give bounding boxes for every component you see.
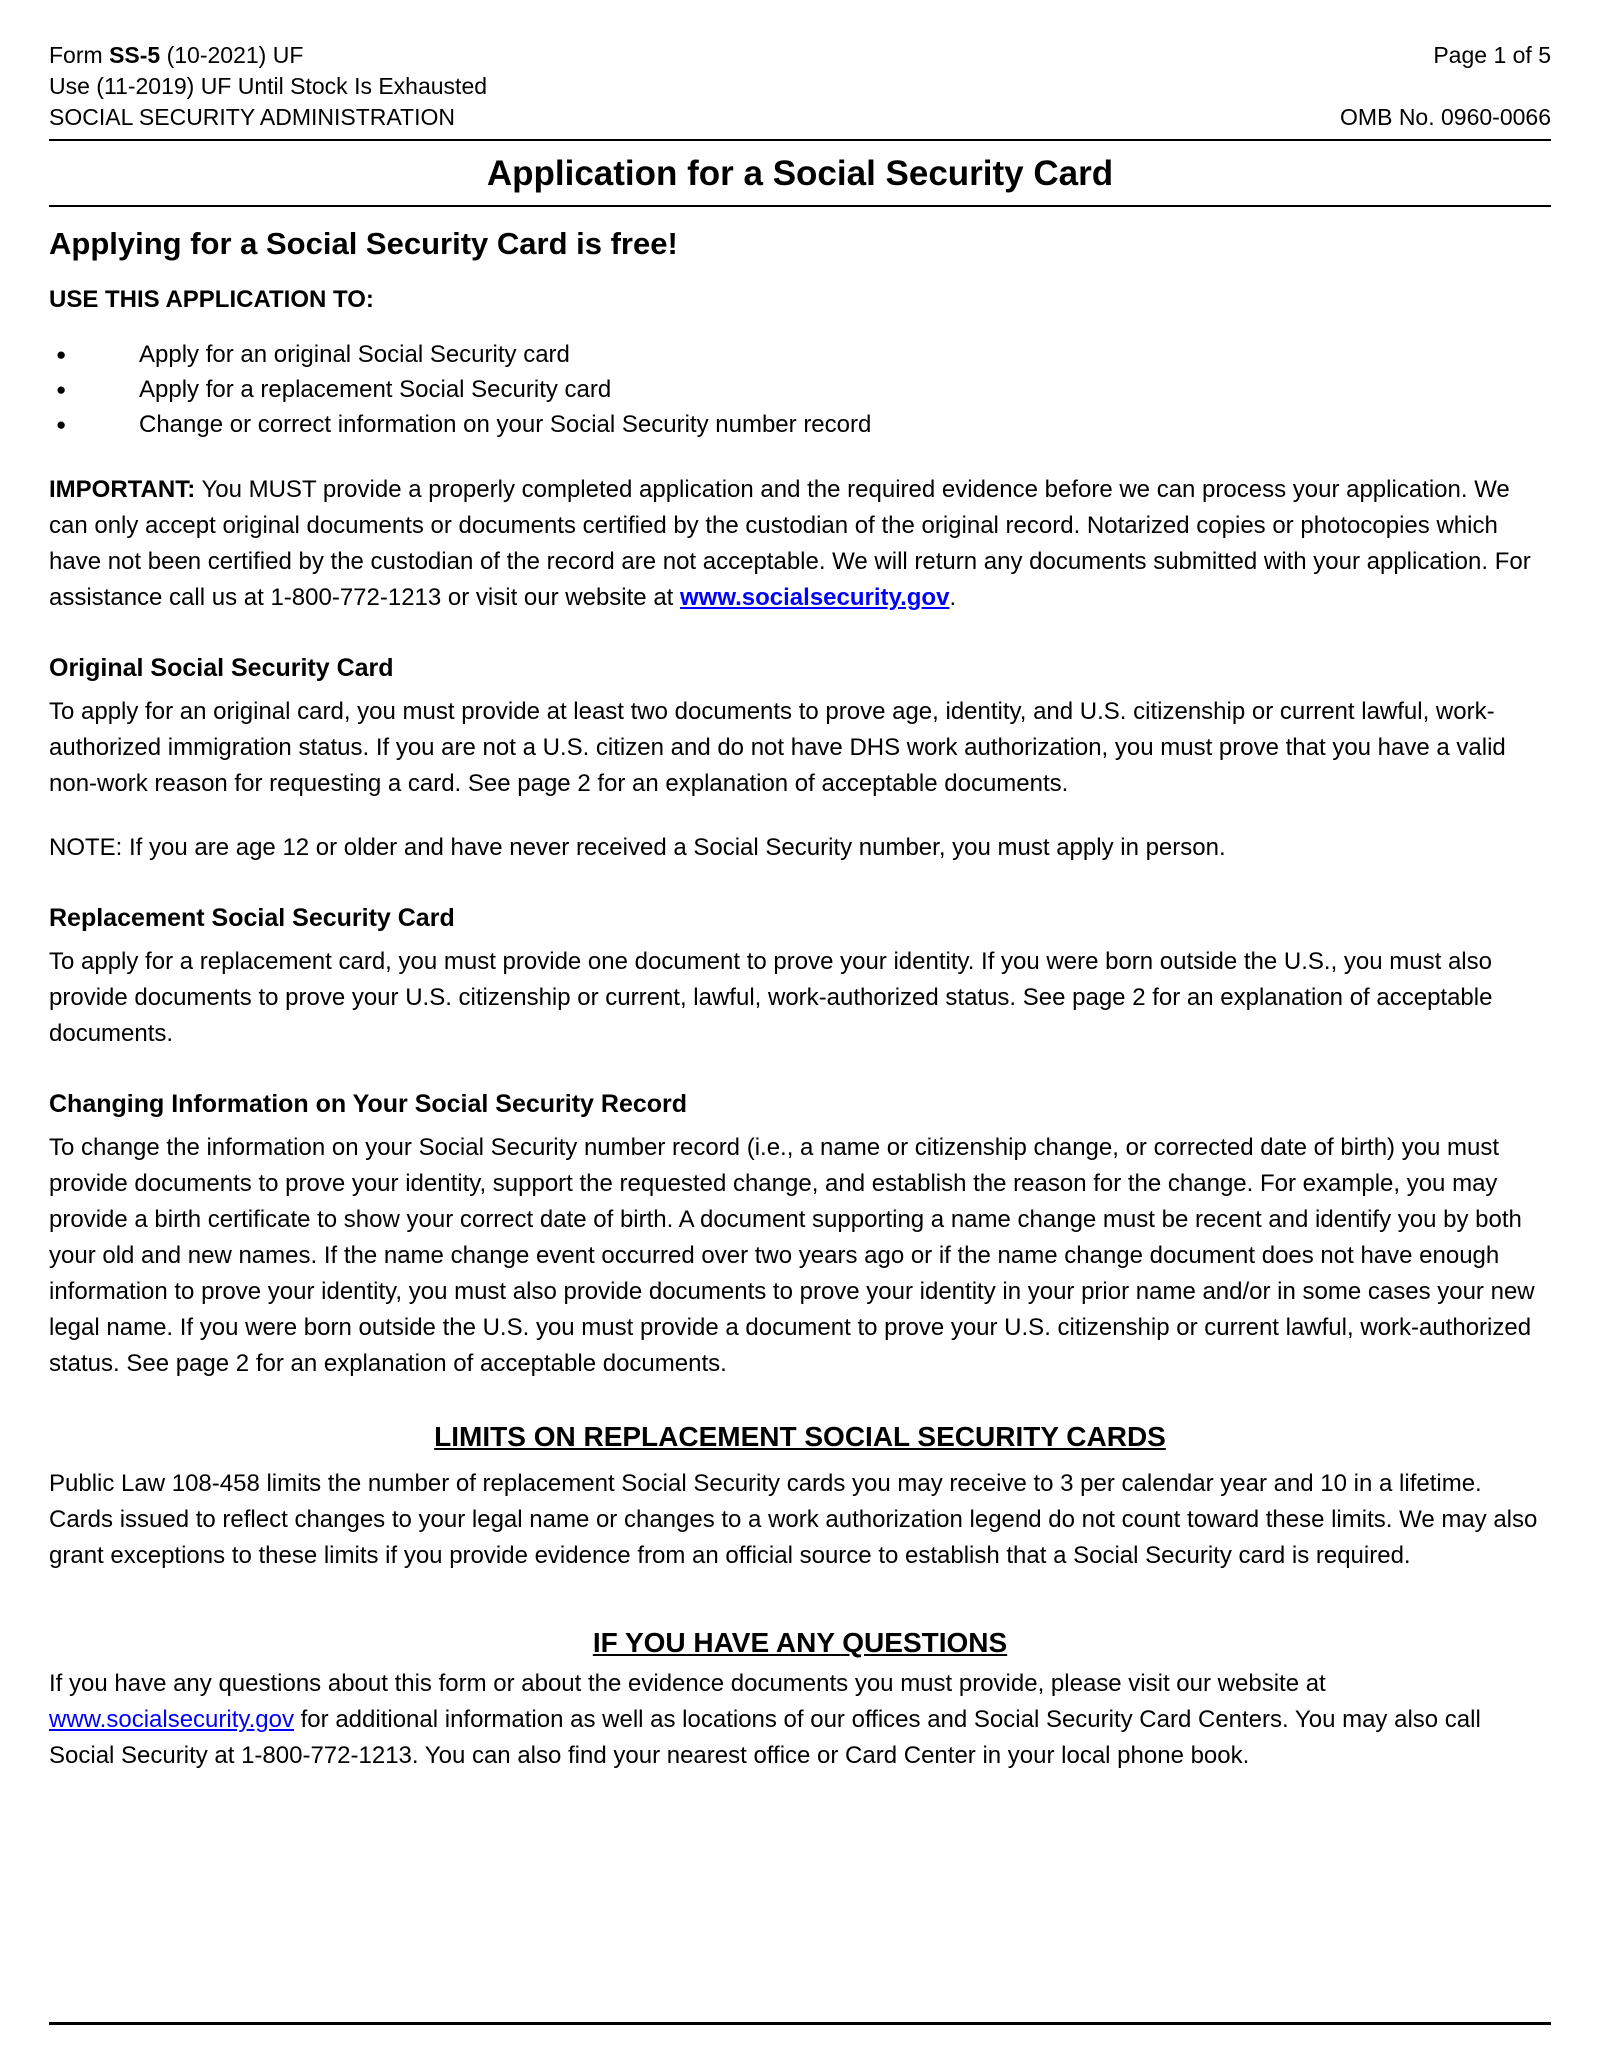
stock-notice: Use (11-2019) UF Until Stock Is Exhausted <box>49 73 488 99</box>
note-paragraph: NOTE: If you are age 12 or older and have never received a Social Security number, you must apply in person. <box>49 834 1226 861</box>
bullet-icon: ● <box>56 380 67 399</box>
omb-number: OMB No. 0960-0066 <box>1340 104 1551 130</box>
bullet-text: Change or correct information on your Social Security number record <box>139 411 872 438</box>
bullet-text: Apply for a replacement Social Security card <box>139 376 612 403</box>
page-header <box>49 40 1551 133</box>
form-suffix: (10-2021) UF <box>160 42 304 68</box>
page-number: Page 1 of 5 <box>1433 42 1551 68</box>
bullet-icon: ● <box>56 345 67 364</box>
limits-heading: LIMITS ON REPLACEMENT SOCIAL SECURITY CARDS <box>434 1421 1166 1452</box>
limits-paragraph: Public Law 108-458 limits the number of replacement Social Security cards you may receive to 3 per calendar year and 10 in a lifetime. Cards issued to reflect changes to your legal name or changes to a work authorization legend do not count toward these limits. We may also grant exceptions to these limits if you provide evidence from an official source to establish that a Social Security card is required. <box>49 1470 1538 1569</box>
questions-text-after: for additional information as well as locations of our offices and Social Security Card Centers. You may also call Social Security at 1-800-772-1213. You can also find your nearest office or Card Center in your local phone book. <box>49 1706 1481 1769</box>
form-meta <box>49 40 487 133</box>
application-uses-list <box>49 337 1551 442</box>
form-number-line <box>49 40 487 71</box>
agency-name: SOCIAL SECURITY ADMINISTRATION <box>49 104 455 130</box>
replacement-card-paragraph: To apply for a replacement card, you must provide one document to prove your identity. If you were born outside the U.S., you must also provide documents to prove your U.S. citizenship or current, lawful, work-authorized status. See page 2 for an explanation of acceptable documents. <box>49 948 1493 1047</box>
questions-text-before: If you have any questions about this form or about the evidence documents you must provide, please visit our website at <box>49 1670 1326 1697</box>
document-title: Application for a Social Security Card <box>486 154 1114 193</box>
changing-info-paragraph: To change the information on your Social Security number record (i.e., a name or citizenship change, or corrected date of birth) you must provide documents to prove your identity, support the requested change, and establish the reason for the change. For example, you may provide a birth certificate to show your correct date of birth. A document supporting a name change must be recent and identify you by both your old and new names. If the name change event occurred over two years ago or if the name change document does not have enough information to prove your identity, you must also provide documents to prove your identity in your prior name and/or in some cases your new legal name. If you were born outside the U.S. you must provide a document to prove your U.S. citizenship or current lawful, work-authorized status. See page 2 for an explanation of acceptable documents. <box>49 1134 1535 1377</box>
form-prefix: Form <box>49 42 110 68</box>
questions-paragraph <box>49 1666 1551 1774</box>
page-meta <box>1340 40 1551 133</box>
questions-heading: IF YOU HAVE ANY QUESTIONS <box>592 1627 1008 1658</box>
important-text: You MUST provide a properly completed application and the required evidence before we can process your application. We can only accept original documents or documents certified by the custodian of the original record. Notarized copies or photocopies which have not been certified by the custodian of the record are not acceptable. We will return any documents submitted with your application. For assistance call us at 1-800-772-1213 or visit our website at <box>49 476 1531 611</box>
ssa-website-link[interactable]: www.socialsecurity.gov <box>680 584 950 611</box>
original-card-paragraph: To apply for an original card, you must provide at least two documents to prove age, identity, and U.S. citizenship or current lawful, work-authorized immigration status. If you are not a U.S. citizen and do not have DHS work authorization, you must prove that you have a valid non-work reason for requesting a card. See page 2 for an explanation of acceptable documents. <box>49 698 1506 797</box>
footer-divider <box>49 2022 1551 2025</box>
title-divider <box>49 205 1551 207</box>
list-item <box>49 337 1551 372</box>
list-item <box>49 407 1551 442</box>
bullet-icon: ● <box>56 415 67 434</box>
important-period: . <box>949 584 957 611</box>
header-divider <box>49 139 1551 141</box>
use-application-heading: USE THIS APPLICATION TO: <box>49 286 374 313</box>
changing-info-heading: Changing Information on Your Social Security Record <box>49 1090 688 1118</box>
bullet-text: Apply for an original Social Security card <box>139 341 570 368</box>
original-card-heading: Original Social Security Card <box>49 654 394 682</box>
list-item <box>49 372 1551 407</box>
free-headline: Applying for a Social Security Card is free! <box>49 226 678 261</box>
important-label: IMPORTANT: <box>49 476 196 503</box>
important-paragraph <box>49 472 1551 616</box>
ssa-website-link-2[interactable]: www.socialsecurity.gov <box>49 1706 294 1733</box>
replacement-card-heading: Replacement Social Security Card <box>49 904 455 932</box>
form-number: SS-5 <box>109 42 161 68</box>
